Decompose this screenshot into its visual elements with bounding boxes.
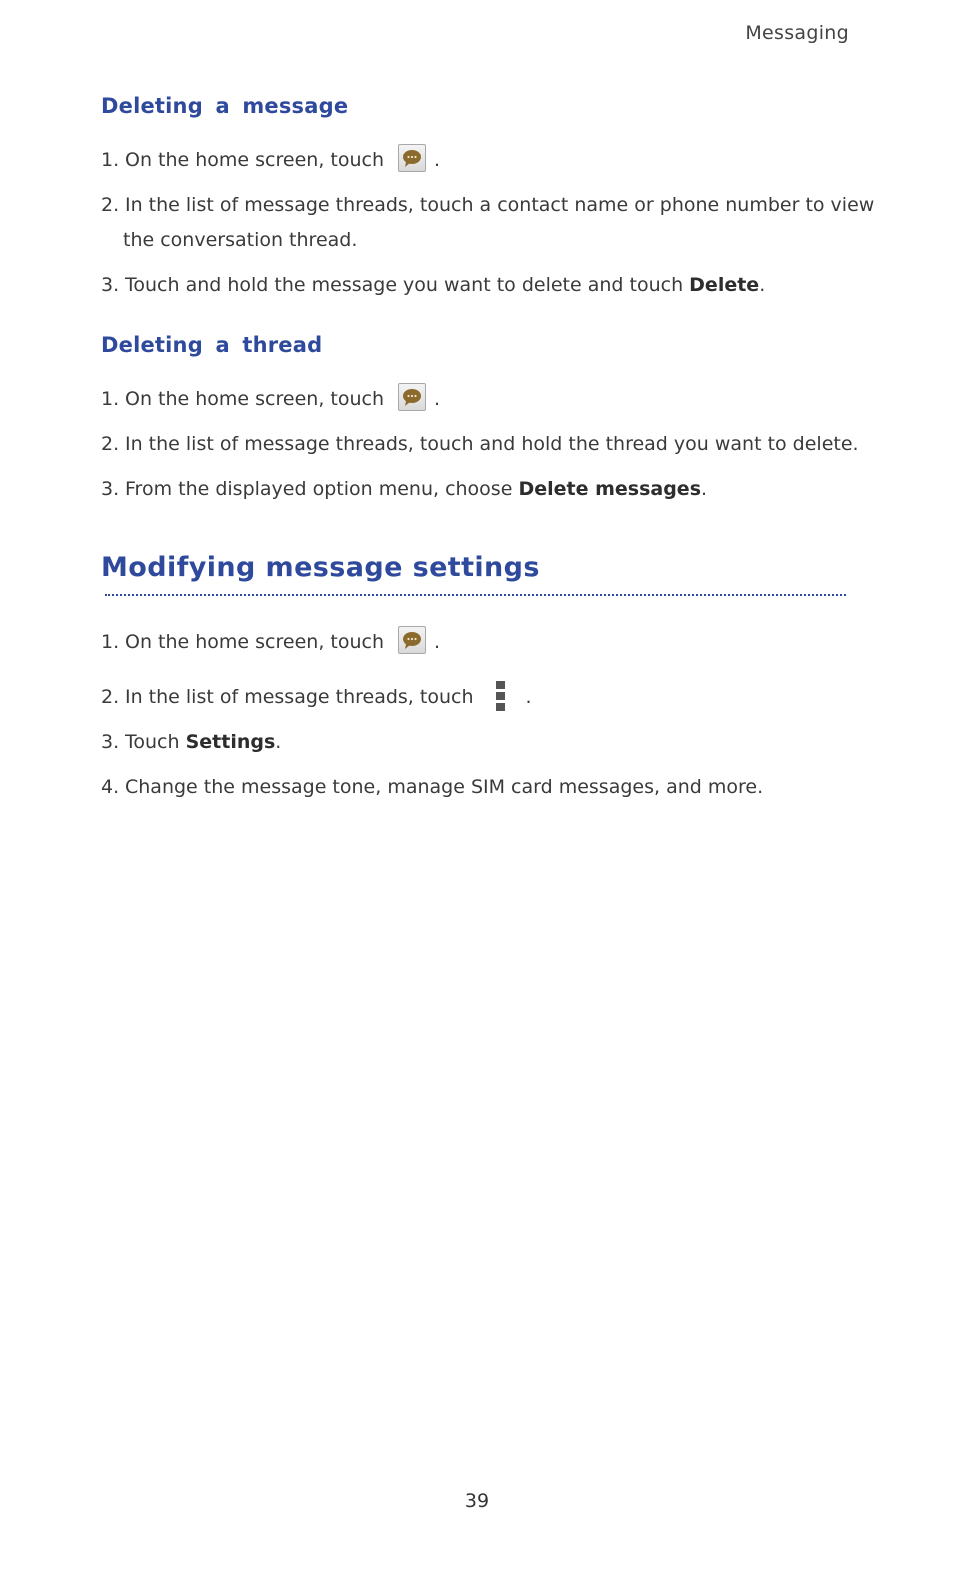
step-number: 3. — [101, 478, 120, 500]
step-period: . — [759, 274, 766, 296]
step-number: 3. — [101, 731, 120, 753]
step-number: 1. — [101, 149, 120, 171]
step-item — [101, 770, 861, 805]
step-period: . — [525, 686, 532, 708]
step-period: . — [434, 631, 441, 653]
step-number: 1. — [101, 388, 120, 410]
step-item — [101, 382, 861, 417]
step-number: 2. — [101, 686, 120, 708]
ui-term-delete: Delete — [689, 274, 760, 296]
messaging-app-icon — [398, 626, 426, 654]
step-item — [101, 625, 861, 660]
step-text: On the home screen, touch — [125, 149, 385, 171]
section-divider — [105, 594, 846, 596]
step-text: On the home screen, touch — [125, 388, 385, 410]
step-text: From the displayed option menu, choose — [125, 478, 519, 500]
step-number: 1. — [101, 631, 120, 653]
step-number: 2. — [101, 194, 120, 216]
step-text: Touch and hold the message you want to delete and touch — [125, 274, 690, 296]
ui-term-delete-messages: Delete messages — [518, 478, 701, 500]
messaging-app-icon — [398, 144, 426, 172]
step-text: On the home screen, touch — [125, 631, 385, 653]
step-text: Touch — [125, 731, 186, 753]
step-number: 3. — [101, 274, 120, 296]
overflow-menu-icon — [496, 681, 506, 713]
step-item — [101, 725, 861, 760]
page-number: 39 — [464, 1490, 490, 1512]
step-item — [101, 143, 861, 178]
messaging-app-icon — [398, 383, 426, 411]
step-text: Change the message tone, manage SIM card messages, and more. — [125, 776, 764, 798]
step-item — [101, 268, 861, 303]
chapter-header: Messaging — [745, 22, 849, 44]
section-title-modifying-settings: Modifying message settings — [101, 552, 540, 583]
subheading-deleting-message: Deleting a message — [101, 94, 349, 118]
subheading-deleting-thread: Deleting a thread — [101, 333, 323, 357]
step-period: . — [275, 731, 282, 753]
ui-term-settings: Settings — [185, 731, 276, 753]
step-item — [101, 680, 861, 715]
step-item — [101, 472, 861, 507]
step-text: In the list of message threads, touch — [125, 686, 474, 708]
step-period: . — [434, 388, 441, 410]
step-text: In the list of message threads, touch and hold the thread you want to delete. — [125, 433, 859, 455]
step-item — [101, 427, 861, 462]
step-item — [101, 188, 875, 258]
step-number: 4. — [101, 776, 120, 798]
step-text: In the list of message threads, touch a contact name or phone number to view — [125, 194, 875, 216]
step-period: . — [434, 149, 441, 171]
step-period: . — [701, 478, 708, 500]
step-continuation: the conversation thread. — [123, 229, 358, 251]
step-number: 2. — [101, 433, 120, 455]
